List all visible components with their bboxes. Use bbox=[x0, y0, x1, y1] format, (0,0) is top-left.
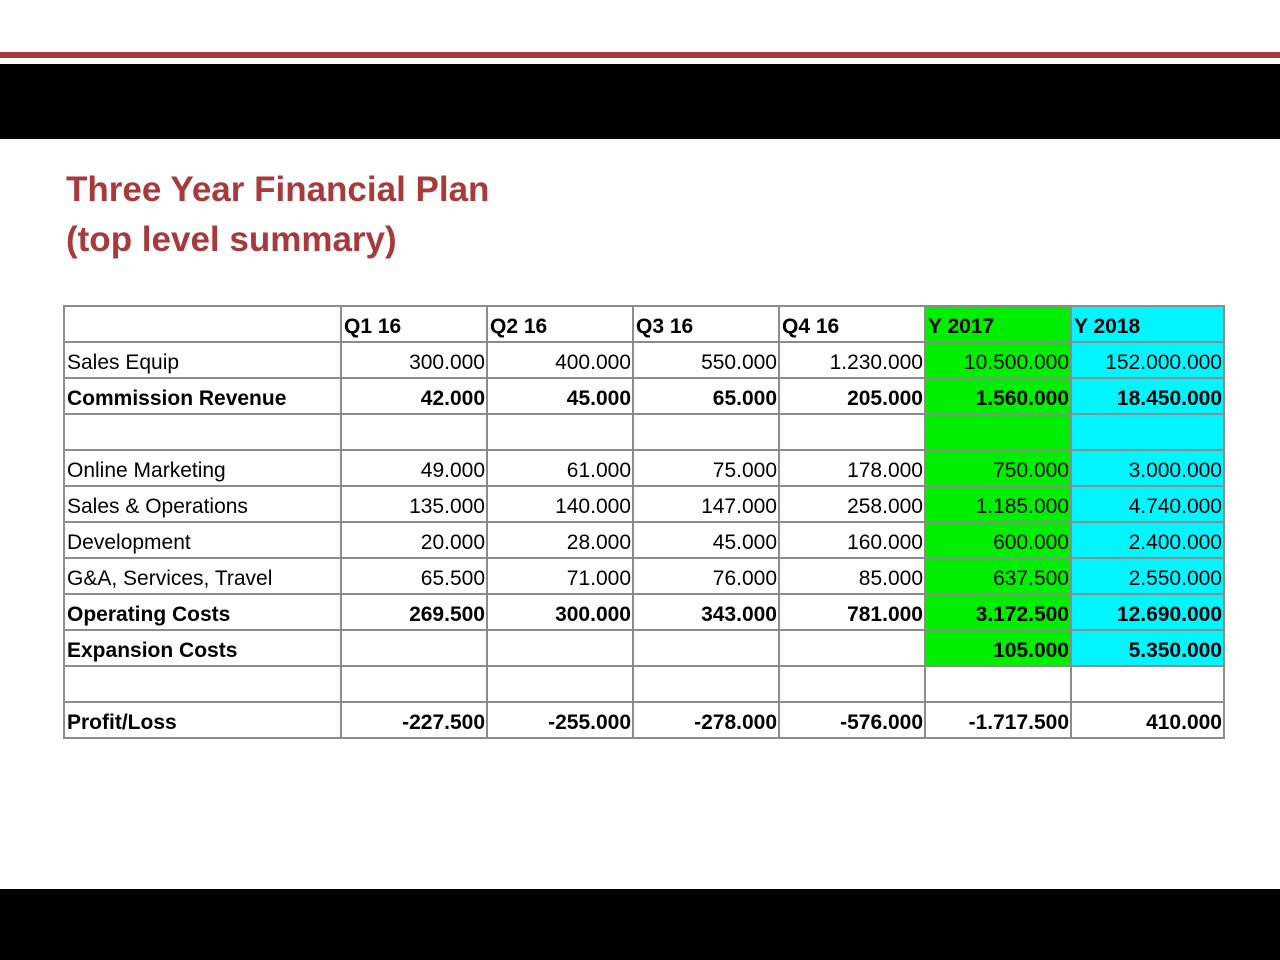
table-cell: 140.000 bbox=[487, 486, 633, 522]
table-cell: 781.000 bbox=[779, 594, 925, 630]
table-cell: 18.450.000 bbox=[1071, 378, 1224, 414]
table-cell: 258.000 bbox=[779, 486, 925, 522]
table-cell: 1.230.000 bbox=[779, 342, 925, 378]
table-cell: 400.000 bbox=[487, 342, 633, 378]
table-cell: 42.000 bbox=[341, 378, 487, 414]
row-label: Development bbox=[64, 522, 341, 558]
table-header-row bbox=[64, 306, 1224, 342]
table-cell: 1.185.000 bbox=[925, 486, 1071, 522]
slide-title bbox=[66, 165, 489, 265]
table-cell bbox=[487, 666, 633, 702]
table-cell: 178.000 bbox=[779, 450, 925, 486]
table-cell: 5.350.000 bbox=[1071, 630, 1224, 666]
table-cell: 61.000 bbox=[487, 450, 633, 486]
header-corner-cell bbox=[64, 306, 341, 342]
table-row bbox=[64, 414, 1224, 450]
table-cell bbox=[633, 666, 779, 702]
row-label bbox=[64, 666, 341, 702]
table-row bbox=[64, 630, 1224, 666]
table-cell bbox=[779, 630, 925, 666]
table-cell: 3.000.000 bbox=[1071, 450, 1224, 486]
row-label: Sales Equip bbox=[64, 342, 341, 378]
row-label: Profit/Loss bbox=[64, 702, 341, 738]
table-cell bbox=[487, 414, 633, 450]
table-cell: 65.000 bbox=[633, 378, 779, 414]
table-cell: 205.000 bbox=[779, 378, 925, 414]
table-cell: 147.000 bbox=[633, 486, 779, 522]
top-band bbox=[0, 64, 1280, 139]
table-cell: 2.400.000 bbox=[1071, 522, 1224, 558]
table-cell: 85.000 bbox=[779, 558, 925, 594]
row-label: Operating Costs bbox=[64, 594, 341, 630]
table-cell: 2.550.000 bbox=[1071, 558, 1224, 594]
table-row bbox=[64, 486, 1224, 522]
table-row bbox=[64, 702, 1224, 738]
table-cell: 65.500 bbox=[341, 558, 487, 594]
bottom-band bbox=[0, 889, 1280, 960]
table-cell bbox=[1071, 414, 1224, 450]
table-cell bbox=[633, 414, 779, 450]
table-cell: 76.000 bbox=[633, 558, 779, 594]
table-cell: 105.000 bbox=[925, 630, 1071, 666]
financial-plan-table bbox=[63, 305, 1225, 739]
table-cell: 550.000 bbox=[633, 342, 779, 378]
table-cell: 3.172.500 bbox=[925, 594, 1071, 630]
table-row bbox=[64, 594, 1224, 630]
table-cell bbox=[1071, 666, 1224, 702]
row-label: Online Marketing bbox=[64, 450, 341, 486]
table-cell: 45.000 bbox=[633, 522, 779, 558]
table-cell: 343.000 bbox=[633, 594, 779, 630]
table-cell: 1.560.000 bbox=[925, 378, 1071, 414]
table-cell bbox=[779, 666, 925, 702]
row-label: Commission Revenue bbox=[64, 378, 341, 414]
table-cell: -278.000 bbox=[633, 702, 779, 738]
table-cell: 160.000 bbox=[779, 522, 925, 558]
table-cell bbox=[341, 414, 487, 450]
row-label: G&A, Services, Travel bbox=[64, 558, 341, 594]
column-header: Y 2017 bbox=[925, 306, 1071, 342]
table-cell: 49.000 bbox=[341, 450, 487, 486]
column-header: Q1 16 bbox=[341, 306, 487, 342]
table-row bbox=[64, 522, 1224, 558]
row-label: Sales & Operations bbox=[64, 486, 341, 522]
table-cell: 750.000 bbox=[925, 450, 1071, 486]
table-cell: 152.000.000 bbox=[1071, 342, 1224, 378]
table-cell: -255.000 bbox=[487, 702, 633, 738]
row-label bbox=[64, 414, 341, 450]
table-row bbox=[64, 450, 1224, 486]
table-row bbox=[64, 378, 1224, 414]
table-row bbox=[64, 342, 1224, 378]
table-cell bbox=[633, 630, 779, 666]
row-label: Expansion Costs bbox=[64, 630, 341, 666]
column-header: Q4 16 bbox=[779, 306, 925, 342]
table-cell: 269.500 bbox=[341, 594, 487, 630]
column-header: Q3 16 bbox=[633, 306, 779, 342]
table-cell: 10.500.000 bbox=[925, 342, 1071, 378]
column-header: Y 2018 bbox=[1071, 306, 1224, 342]
table-cell: 45.000 bbox=[487, 378, 633, 414]
title-line-2: (top level summary) bbox=[66, 220, 397, 259]
table-row bbox=[64, 666, 1224, 702]
table-cell: 75.000 bbox=[633, 450, 779, 486]
table-cell: 410.000 bbox=[1071, 702, 1224, 738]
table-cell bbox=[341, 666, 487, 702]
table-cell: -1.717.500 bbox=[925, 702, 1071, 738]
table-cell: 300.000 bbox=[341, 342, 487, 378]
table-cell: 28.000 bbox=[487, 522, 633, 558]
table-cell: 20.000 bbox=[341, 522, 487, 558]
top-rule bbox=[0, 52, 1280, 58]
table-row bbox=[64, 558, 1224, 594]
table-cell: 300.000 bbox=[487, 594, 633, 630]
table-cell: -576.000 bbox=[779, 702, 925, 738]
table-cell: 135.000 bbox=[341, 486, 487, 522]
table-cell: -227.500 bbox=[341, 702, 487, 738]
table-cell bbox=[487, 630, 633, 666]
table-cell: 71.000 bbox=[487, 558, 633, 594]
table-cell bbox=[341, 630, 487, 666]
table-cell bbox=[779, 414, 925, 450]
table-cell bbox=[925, 414, 1071, 450]
table-cell bbox=[925, 666, 1071, 702]
table-cell: 637.500 bbox=[925, 558, 1071, 594]
table-cell: 600.000 bbox=[925, 522, 1071, 558]
column-header: Q2 16 bbox=[487, 306, 633, 342]
table-cell: 12.690.000 bbox=[1071, 594, 1224, 630]
table-cell: 4.740.000 bbox=[1071, 486, 1224, 522]
title-line-1: Three Year Financial Plan bbox=[66, 170, 490, 209]
